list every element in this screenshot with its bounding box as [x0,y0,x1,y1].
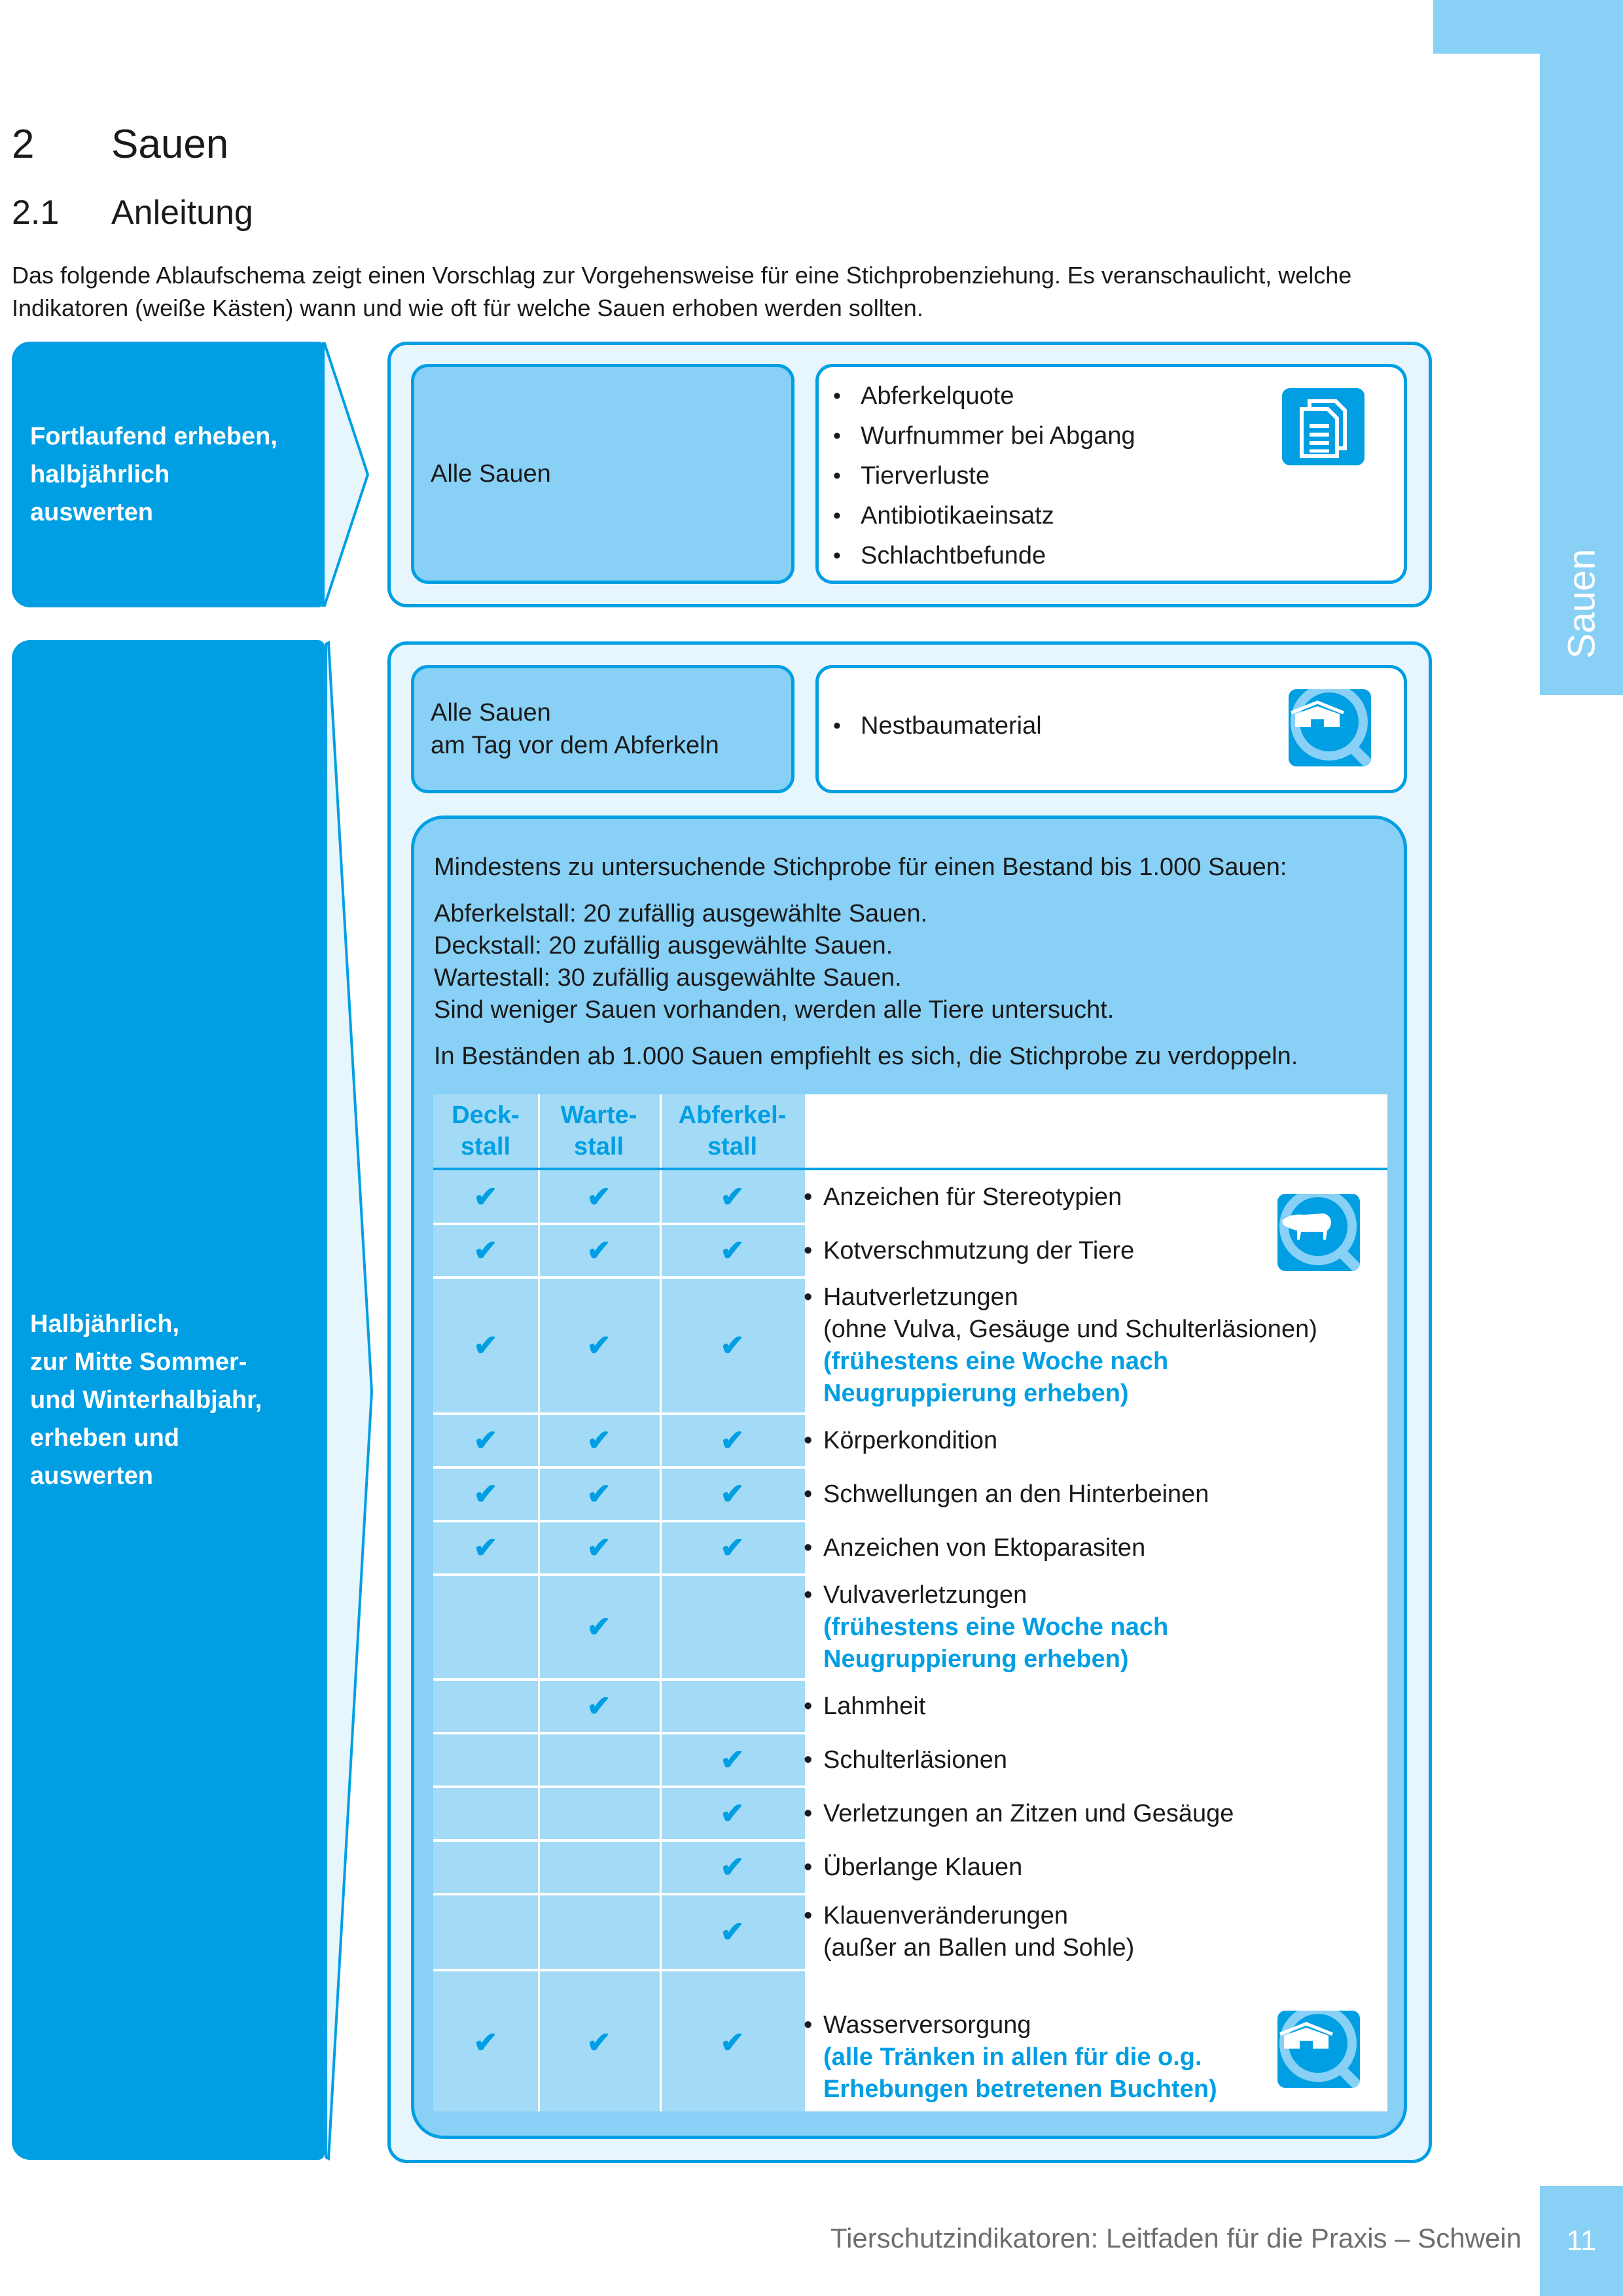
indicator-text: • Vulvaverletzungen (frühestens eine Woche nach Neugruppierung erheben) [804,1581,1169,1673]
indicator-box [815,665,1407,793]
indicator-text: • Lahmheit [804,1692,926,1720]
table-row [433,1787,1387,1840]
chapter-tab-label: Sauen [1560,548,1603,658]
table-row [433,1414,1387,1467]
indicator-text: • Kotverschmutzung der Tiere [804,1236,1135,1265]
table-row [433,1278,1387,1414]
indicator-text: • Schulterläsionen [804,1746,1007,1774]
chapter-heading: 2 Sauen [12,122,229,167]
indicator-text: • Klauenveränderungen (außer an Ballen und Sohle) [804,1902,1135,1962]
table-row [433,1224,1387,1278]
indicator-item: • Tierverluste [819,456,1135,496]
table-row [433,1840,1387,1894]
population-box: Alle Sauen [411,364,794,584]
chapter-tab-top [1433,0,1623,54]
sample-size-box: Mindestens zu untersuchende Stichprobe für einen Bestand bis 1.000 Sauen: Abferkelstall: 20 zufällig ausgewählte Sauen. Deckstall: 20 zufällig ausgewählte Sauen. Wartestall: 30 zufällig ausgewählte Sauen. Sind weniger Sauen vorhanden, werden alle Tiere untersucht. In Beständen ab 1.000 Sauen empfiehlt es sich, die Stichprobe zu verdoppeln. Deck- stall Warte- stall Abferkel- stall ✔ ✔ ✔ • Anzeichen für Stereotypien ✔ ✔ ✔ • Kotverschmutzung der Tiere ✔ ✔ ✔ • Hautverletzungen (ohne Vulva, Gesäuge und Schulterläsionen) (frühestens eine Woche nach Neugruppierung erheben) ✔ ✔ ✔ • Körperkondition ✔ ✔ ✔ • Schwellungen an den Hinterbeinen ✔ ✔ ✔ • Anzeichen von Ektoparasiten ✔ • Vulvaverletzungen (frühestens eine Woche nach Neugruppierung erheben) ✔ • Lahmheit ✔ • Schulterläsionen ✔ • Verletzungen an Zitzen und Gesäuge ✔ • Überlange Klauen ✔ • Klauenveränderungen (außer an Ballen und Sohle) ✔ ✔ ✔ • Wasserversorgung (alle Tränken in allen für die o.g. Erhebungen betretenen Buchten) [411,816,1407,2139]
pig-magnifier-icon [1277,1194,1360,1271]
footer-title: Tierschutzindikatoren: Leitfaden für die Praxis – Schwein [830,2223,1522,2253]
section-heading: 2.1 Anleitung [12,194,253,232]
check-warte: ✔ [586,1329,611,1362]
page-number: 11 [1540,2186,1623,2296]
indicator-item: • Antibiotikaeinsatz [819,496,1135,536]
stage-label-semiannual: Halbjährlich, zur Mitte Sommer- und Winterhalbjahr, erheben und auswerten [12,640,325,2160]
indicator-box [815,364,1407,584]
check-deck: ✔ [473,1181,498,1213]
indicator-text: • Anzeichen für Stereotypien [804,1183,1122,1211]
check-abferkel: ✔ [720,1181,745,1213]
check-abferkel: ✔ [720,1478,745,1511]
check-warte: ✔ [586,1690,611,1723]
column-header-abferkelstall: Abferkel- stall [678,1102,787,1160]
indicator-item: • Schlachtbefunde [819,536,1135,576]
check-warte: ✔ [586,1181,611,1213]
check-abferkel: ✔ [720,1916,745,1948]
table-row [433,1679,1387,1733]
indicator-text: • Anzeichen von Ektoparasiten [804,1534,1146,1562]
indicator-text: • Wasserversorgung (alle Tränken in allen für die o.g. Erhebungen betretenen Buchten) [804,2011,1217,2103]
chevron-arrow-icon [319,342,372,607]
barn-magnifier-icon [1289,689,1371,766]
check-deck: ✔ [473,2026,498,2059]
check-deck: ✔ [473,1532,498,1564]
check-warte: ✔ [586,1478,611,1511]
sample-intro: Mindestens zu untersuchende Stichprobe für einen Bestand bis 1.000 Sauen: [434,853,1287,881]
indicator-text: • Überlange Klauen [804,1853,1023,1881]
chapter-tab [1540,54,1623,695]
check-warte: ✔ [586,1234,611,1267]
check-abferkel: ✔ [720,1234,745,1267]
indicator-text: • Schwellungen an den Hinterbeinen [804,1480,1209,1508]
check-abferkel: ✔ [720,1329,745,1362]
check-abferkel: ✔ [720,2026,745,2059]
check-warte: ✔ [586,1532,611,1564]
barn-magnifier-icon [1277,2011,1360,2088]
check-abferkel: ✔ [720,1797,745,1830]
table-row [433,1467,1387,1521]
table-row [433,1970,1387,2115]
indicator-table [433,1094,1387,2111]
check-abferkel: ✔ [720,1851,745,1884]
table-row [433,1733,1387,1787]
documents-icon [1282,388,1364,465]
column-header-deckstall: Deck- stall [452,1102,520,1160]
indicator-text: • Verletzungen an Zitzen und Gesäuge [804,1799,1234,1827]
check-deck: ✔ [473,1234,498,1267]
indicator-item: • Wurfnummer bei Abgang [819,416,1135,456]
check-warte: ✔ [586,2026,611,2059]
check-abferkel: ✔ [720,1532,745,1564]
indicator-item: • Nestbaumaterial [819,706,1042,746]
column-header-wartestall: Warte- stall [560,1102,637,1160]
indicator-item: • Abferkelquote [819,376,1135,416]
check-deck: ✔ [473,1424,498,1457]
population-box: Alle Sauen am Tag vor dem Abferkeln [411,665,794,793]
intro-paragraph: Das folgende Ablaufschema zeigt einen Vorschlag zur Vorgehensweise für eine Stichprobenziehung. Es veranschaulicht, welche Indikatoren (weiße Kästen) wann und wie oft für welche Sauen erhoben werden sollten. [12,262,1352,321]
check-warte: ✔ [586,1611,611,1643]
table-row [433,1894,1387,1970]
table-row [433,1170,1387,1224]
stage-label-continuous: Fortlaufend erheben, halbjährlich auswerten [12,342,325,607]
table-row [433,1521,1387,1575]
indicator-text: • Hautverletzungen (ohne Vulva, Gesäuge und Schulterläsionen) (frühestens eine Woche nach Neugruppierung erheben) [804,1283,1317,1407]
table-row [433,1575,1387,1679]
indicator-text: • Körperkondition [804,1426,998,1454]
sample-note: In Beständen ab 1.000 Sauen empfiehlt es sich, die Stichprobe zu verdoppeln. [434,1043,1298,1070]
chevron-arrow-icon [323,640,376,2161]
check-deck: ✔ [473,1329,498,1362]
check-warte: ✔ [586,1424,611,1457]
check-abferkel: ✔ [720,1424,745,1457]
check-deck: ✔ [473,1478,498,1511]
check-abferkel: ✔ [720,1744,745,1776]
